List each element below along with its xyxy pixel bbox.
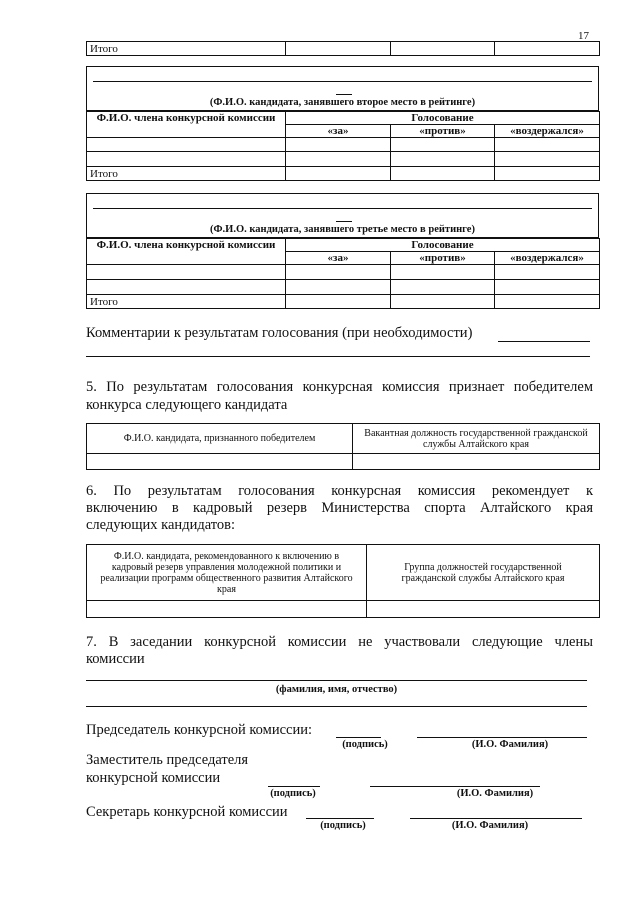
col-for: «за» [286,125,391,138]
vote-cell[interactable] [495,138,600,152]
vote-cell[interactable] [495,280,600,295]
col-abstain: «воздержался» [495,252,600,265]
chairman-label: Председатель конкурсной комиссии: [86,722,313,738]
candidate-name-short-line [336,221,352,222]
member-cell[interactable] [87,152,286,167]
vote-cell[interactable] [286,280,391,295]
vote-cell[interactable] [391,138,495,152]
deputy-label-line1: Заместитель председателя [86,752,249,768]
candidate-name-line [93,81,592,82]
secretary-label: Секретарь конкурсной комиссии [86,804,288,820]
member-cell[interactable] [87,265,286,280]
reserve-name-header: Ф.И.О. кандидата, рекомендованного к включению в кадровый резерв управления молодежной политики и реализации программ общественного развития Алтайского края [87,545,367,601]
reserve-name-cell[interactable] [87,601,367,618]
member-header: Ф.И.О. члена конкурсной комиссии [87,239,286,265]
page-number: 17 [578,30,589,42]
name-caption: (И.О. Фамилия) [456,788,534,799]
reserve-table [86,544,600,618]
section7-line2: комиссии [86,651,145,667]
total-label: Итого [87,295,286,309]
secretary-signature-line[interactable] [306,818,374,819]
reserve-group-cell[interactable] [367,601,600,618]
signature-caption: (подпись) [320,820,366,831]
vote-cell[interactable] [391,280,495,295]
deputy-label-line2: конкурсной комиссии [86,770,221,786]
vote-cell[interactable] [286,167,391,181]
third-candidate-box [86,193,599,238]
section7-line1: 7. В заседании конкурсной комиссии не участвовали следующие члены [86,634,593,650]
section6-line1: 6. По результатам голосования конкурсная комиссия рекомендует к [86,483,593,499]
candidate-name-line [93,208,592,209]
vote-cell[interactable] [391,295,495,309]
total-label: Итого [87,167,286,181]
candidate-caption: (Ф.И.О. кандидата, занявшего третье место в рейтинге) [210,224,475,235]
col-against: «против» [391,125,495,138]
vote-cell[interactable] [495,265,600,280]
comments-line-2[interactable] [86,356,590,357]
vote-header: Голосование [286,112,600,125]
member-cell[interactable] [87,280,286,295]
vote-cell[interactable] [391,152,495,167]
col-abstain: «воздержался» [495,125,600,138]
member-cell[interactable] [87,138,286,152]
candidate-name-short-line [336,94,352,95]
col-against: «против» [391,252,495,265]
deputy-signature-line[interactable] [268,786,320,787]
third-vote-table [86,238,600,309]
section6-line2: включению в кадровый резерв Министерства спорта Алтайского края [86,500,593,516]
comments-label: Комментарии к результатам голосования (при необходимости) [86,325,473,341]
member-header: Ф.И.О. члена конкурсной комиссии [87,112,286,138]
second-candidate-box [86,66,599,111]
section6-line3: следующих кандидатов: [86,517,236,533]
total-against-cell[interactable] [391,42,495,56]
vote-cell[interactable] [391,265,495,280]
chairman-name-line[interactable] [417,737,587,738]
total-abstain-cell[interactable] [495,42,600,56]
second-vote-table [86,111,600,181]
signature-caption: (подпись) [270,788,316,799]
chairman-signature-line[interactable] [336,737,381,738]
winner-position-header: Вакантная должность государственной гражданской службы Алтайского края [353,424,600,454]
col-for: «за» [286,252,391,265]
signature-caption: (подпись) [342,739,388,750]
deputy-name-line[interactable] [370,786,540,787]
vote-cell[interactable] [495,295,600,309]
vote-cell[interactable] [495,152,600,167]
fio-caption: (фамилия, имя, отчество) [275,684,398,695]
total-for-cell[interactable] [286,42,391,56]
reserve-group-header: Группа должностей государственной гражданской службы Алтайского края [367,545,600,601]
vote-cell[interactable] [286,265,391,280]
comments-line-1[interactable] [498,341,590,342]
secretary-name-line[interactable] [410,818,582,819]
name-caption: (И.О. Фамилия) [451,820,529,831]
winner-name-header: Ф.И.О. кандидата, признанного победителем [87,424,353,454]
vote-header: Голосование [286,239,600,252]
section5-line2: конкурса следующего кандидата [86,397,288,413]
vote-cell[interactable] [286,295,391,309]
top-total-table [86,41,600,56]
absent-members-line-2[interactable] [86,706,587,707]
winner-position-cell[interactable] [353,454,600,470]
vote-cell[interactable] [391,167,495,181]
absent-members-line[interactable] [86,680,587,681]
total-label: Итого [87,42,286,56]
section5-line1: 5. По результатам голосования конкурсная комиссия признает победителем [86,379,593,395]
winner-table [86,423,600,470]
name-caption: (И.О. Фамилия) [471,739,549,750]
candidate-caption: (Ф.И.О. кандидата, занявшего второе место в рейтинге) [209,97,476,108]
vote-cell[interactable] [286,152,391,167]
vote-cell[interactable] [495,167,600,181]
winner-name-cell[interactable] [87,454,353,470]
vote-cell[interactable] [286,138,391,152]
